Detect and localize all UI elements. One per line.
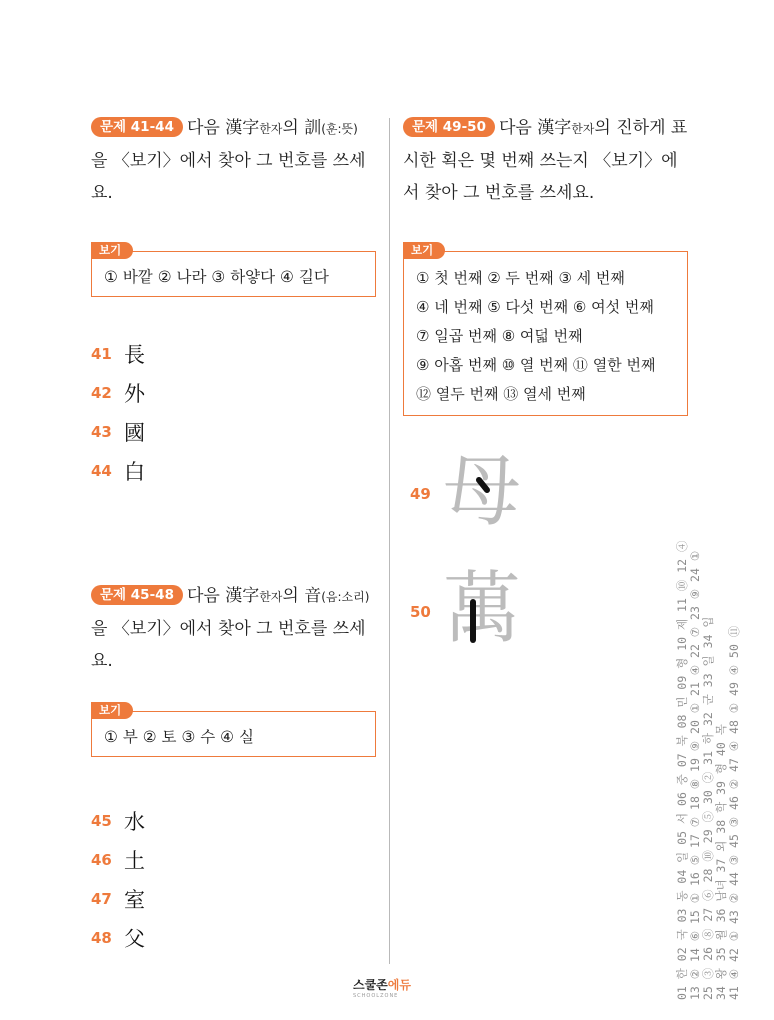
item-number: 46	[91, 850, 112, 869]
list-item	[91, 334, 377, 373]
list-item	[91, 840, 377, 879]
answer-key	[676, 541, 741, 1001]
question-badge: 문제 49-50	[403, 117, 495, 137]
prompt-text: 을 〈보기〉에서 찾아 그 번호를 쓰세요.	[91, 151, 366, 203]
prompt-text: 을 〈보기〉에서 찾아 그 번호를 쓰세요.	[91, 619, 366, 671]
bogi-line: ⑨ 아홉 번째 ⑩ 열 번째 ⑪ 열한 번째	[416, 356, 656, 374]
item-hanja: 長	[124, 342, 145, 367]
item-number: 41	[91, 344, 112, 363]
item-number: 50	[410, 603, 431, 621]
item-hanja: 土	[124, 848, 145, 873]
item-hanja: 國	[124, 420, 145, 445]
item-number: 45	[91, 811, 112, 830]
item-number: 43	[91, 422, 112, 441]
stroke-glyph-ten-thousand: 萬	[443, 564, 522, 654]
item-hanja: 室	[124, 887, 145, 912]
list-item	[91, 412, 377, 451]
prompt-text: 의 訓	[282, 118, 322, 138]
prompt-small: 한자	[571, 122, 595, 136]
item-number: 47	[91, 889, 112, 908]
highlighted-stroke-50	[443, 564, 523, 655]
bogi-label: 보기	[91, 702, 133, 719]
bogi-line: ④ 네 번째 ⑤ 다섯 번째 ⑥ 여섯 번째	[416, 298, 654, 316]
bogi-line: ⑦ 일곱 번째 ⑧ 여덟 번째	[416, 327, 583, 345]
bogi-label: 보기	[91, 242, 133, 259]
column-divider	[389, 118, 390, 964]
item-number: 48	[91, 928, 112, 947]
item-hanja: 白	[124, 459, 145, 484]
question-49-50-prompt	[403, 112, 689, 209]
list-item	[91, 373, 377, 412]
item-number: 49	[410, 485, 431, 503]
prompt-small: 한자	[259, 590, 283, 604]
bogi-line: ① 부 ② 토 ③ 수 ④ 실	[104, 728, 254, 746]
prompt-text: 다음	[186, 586, 226, 606]
bogi-box-41-44	[91, 243, 377, 297]
item-hanja: 水	[124, 809, 145, 834]
right-column	[403, 112, 689, 416]
item-number: 42	[91, 383, 112, 402]
list-item	[91, 918, 377, 957]
list-item	[91, 879, 377, 918]
question-badge: 문제 41-44	[91, 117, 183, 137]
logo-main: 스쿨존	[353, 978, 388, 992]
left-column	[91, 112, 377, 957]
item-hanja: 父	[124, 926, 145, 951]
prompt-text: 다음	[498, 118, 538, 138]
answer-line: 13 ② 14 ⑥ 15 ① 16 ⑤ 17 ⑦ 18 ⑧ 19 ⑨ 20 ① 21 ④ 22 ⑦ 23 ⑨ 24 ①	[688, 550, 702, 1000]
prompt-hanja: 漢字	[225, 118, 260, 138]
item-hanja: 外	[124, 381, 145, 406]
answer-line: 01 한 02 국 03 동 04 일 05 서 06 중 07 북 08 민 09 형 10 제 11 ⑩ 12 ④	[675, 540, 689, 1000]
question-41-44-prompt	[91, 112, 377, 209]
list-item	[91, 451, 377, 490]
bogi-box-49-50	[403, 243, 689, 416]
publisher-logo	[353, 976, 421, 998]
logo-accent: 에듀	[387, 978, 411, 992]
logo-text	[353, 976, 421, 993]
logo-sub: SCHOOLZONE	[353, 993, 399, 999]
question-45-48-prompt	[91, 580, 377, 677]
stroke-glyph-mother: 母	[443, 447, 522, 537]
item-list-45-48	[91, 801, 377, 957]
bogi-box-45-48	[91, 703, 377, 757]
prompt-hanja: 漢字	[537, 118, 572, 138]
list-item	[91, 801, 377, 840]
answer-line: 41 ④ 42 ① 43 ② 44 ③ 45 ③ 46 ② 47 ④ 48 ① 49 ④ 50 ⑪	[727, 625, 741, 1000]
item-list-41-44	[91, 334, 377, 490]
answer-line: 25 ③ 26 ⑧ 27 ⑥ 28 ⑩ 29 ⑤ 30 ② 31 하 32 군 33 일 34 입	[701, 616, 715, 1000]
highlighted-stroke-49	[443, 447, 523, 538]
prompt-small: (훈:뜻)	[321, 122, 358, 136]
item-number: 44	[91, 461, 112, 480]
stroke-order-area	[403, 445, 603, 685]
question-badge: 문제 45-48	[91, 585, 183, 605]
prompt-small: 한자	[259, 122, 283, 136]
prompt-text: 의 音	[282, 586, 322, 606]
bogi-line: ⑫ 열두 번째 ⑬ 열세 번째	[416, 385, 586, 403]
answer-line: 34 왕 35 월 36 남녀 37 외 38 학 39 형 40 목	[714, 724, 728, 1000]
bogi-label: 보기	[403, 242, 445, 259]
bogi-line: ① 바깥 ② 나라 ③ 하얗다 ④ 길다	[104, 268, 329, 286]
prompt-text: 의 진하게 표시한 획은 몇 번째 쓰는지 〈보기〉에서 찾아 그 번호를 쓰세요.	[403, 118, 688, 203]
prompt-hanja: 漢字	[225, 586, 260, 606]
bogi-line: ① 첫 번째 ② 두 번째 ③ 세 번째	[416, 269, 625, 287]
prompt-text: 다음	[186, 118, 226, 138]
prompt-small: (음:소리)	[321, 590, 370, 604]
